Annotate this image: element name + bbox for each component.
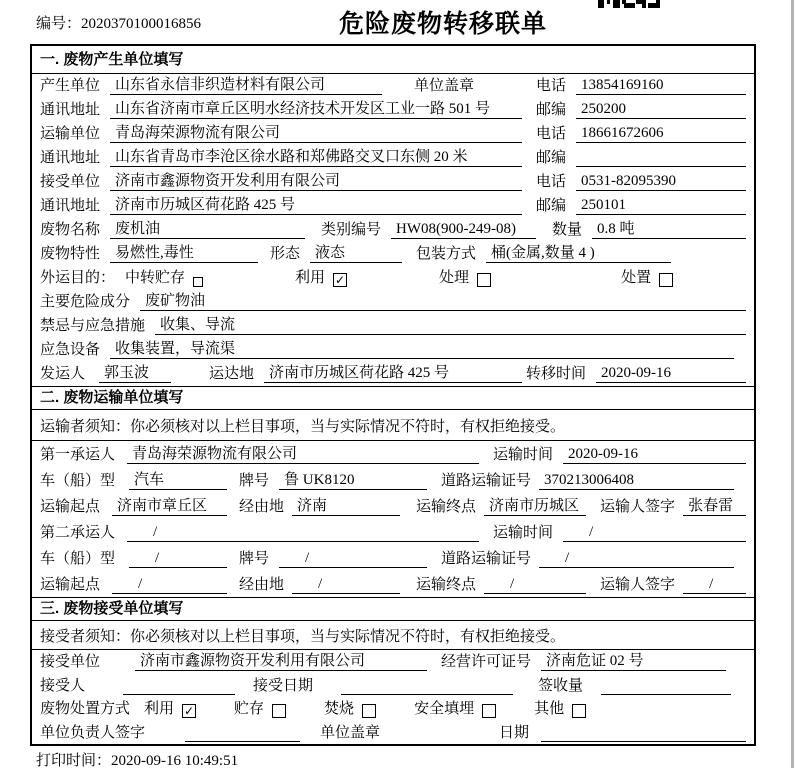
addr2-value: 山东省青岛市李沧区徐水路和郑佛路交叉口东侧 20 米	[110, 145, 522, 167]
print-time-label: 打印时间：	[36, 753, 112, 769]
row-vehicle2	[32, 545, 754, 571]
checkbox-utilize: ✓	[335, 273, 346, 287]
page-title: 危险废物转移联单	[338, 10, 547, 38]
time2-value: /	[563, 524, 746, 542]
checkbox-transfer-storage	[193, 277, 203, 287]
carrier2-value: /	[127, 524, 479, 542]
addr1-label: 通讯地址	[40, 102, 101, 118]
character-label: 废物特性	[40, 246, 101, 262]
row-receiver-address	[32, 194, 754, 218]
receive-unit-label: 接受单位	[40, 654, 101, 670]
row-carrier2	[32, 519, 754, 545]
shipper-label: 发运人	[40, 366, 86, 382]
row-equipment	[32, 338, 754, 362]
row-receive-person	[32, 674, 754, 698]
end2-label: 运输终点	[416, 577, 477, 593]
receiver-notice: 接受者须知：你必须核对以上栏目事项，当与实际情况不符时，有权拒绝接受。	[32, 621, 754, 650]
plate1-label: 牌号	[239, 473, 270, 489]
checkbox-disposal-utilize: ✓	[184, 704, 195, 718]
shipper-value: 郭玉波	[99, 361, 171, 383]
zip2-label: 邮编	[535, 150, 566, 166]
category-value: HW08(900-249-08)	[391, 221, 536, 239]
zip3-value: 250101	[576, 197, 746, 215]
permit-value: 济南危证 02 号	[541, 649, 726, 671]
addr1-value: 山东省济南市章丘区明水经济技术开发区工业一路 501 号	[110, 97, 522, 119]
license1-label: 道路运输证号	[441, 473, 532, 489]
time1-label: 运输时间	[493, 447, 554, 463]
sign2-value: /	[683, 576, 746, 594]
plate2-value: /	[279, 550, 427, 568]
row-vehicle1	[32, 467, 754, 493]
phone2-value: 18661672606	[576, 125, 746, 143]
zip2-value	[576, 166, 746, 167]
via2-label: 经由地	[239, 577, 285, 593]
checkbox-treat	[477, 273, 491, 287]
sign1-label: 运输人签字	[600, 499, 676, 515]
phone2-label: 电话	[535, 126, 566, 142]
checkbox-disposal-incinerate	[362, 704, 376, 718]
unit-seal-label: 单位盖章	[414, 78, 475, 94]
dest-value: 济南市历城区荷花路 425 号	[264, 361, 522, 383]
print-time	[36, 749, 238, 770]
form-value: 液态	[310, 241, 402, 263]
amount-label: 签收量	[538, 678, 584, 694]
row-waste-name	[32, 218, 754, 242]
row-shipper	[32, 362, 754, 386]
row-receiver	[32, 170, 754, 194]
amount-value	[601, 694, 731, 695]
taboo-label: 禁忌与应急措施	[40, 318, 146, 334]
origin1-label: 运输起点	[40, 499, 101, 515]
checkbox-disposal-landfill	[482, 704, 496, 718]
packing-value: 桶(金属,数量 4 )	[486, 241, 671, 263]
transporter-notice: 运输者须知：你必须核对以上栏目事项，当与实际情况不符时，有权拒绝接受。	[32, 410, 754, 441]
waste-name-label: 废物名称	[40, 222, 101, 238]
row-transporter-address	[32, 146, 754, 170]
disposal-opt-incinerate: 焚烧	[324, 701, 355, 717]
row-waste-character	[32, 242, 754, 266]
head-sign-label: 单位负责人签字	[40, 725, 146, 741]
phone1-value: 13854169160	[576, 77, 746, 95]
waste-name-value: 废机油	[110, 217, 305, 239]
receive-person-value	[123, 694, 235, 695]
sign2-label: 运输人签字	[600, 577, 676, 593]
receive-date-value	[341, 694, 513, 695]
origin2-value: /	[112, 576, 227, 594]
vehicle2-label: 车（船）型	[40, 551, 116, 567]
carrier2-label: 第二承运人	[40, 525, 116, 541]
row-producer	[32, 74, 754, 98]
origin2-label: 运输起点	[40, 577, 101, 593]
via1-label: 经由地	[239, 499, 285, 515]
section2-title: 二. 废物运输单位填写	[32, 386, 754, 410]
disposal-opt-landfill: 安全填埋	[414, 701, 475, 717]
head-sign-value	[185, 741, 300, 742]
hazard-label: 主要危险成分	[40, 294, 131, 310]
manifest-form	[30, 44, 756, 746]
receive-unit-value: 济南市鑫源物资开发利用有限公司	[135, 649, 427, 671]
permit-label: 经营许可证号	[441, 654, 532, 670]
purpose-opt-dispose: 处置	[621, 270, 652, 286]
row-route2	[32, 571, 754, 597]
zip1-value: 250200	[576, 101, 746, 119]
producer-value: 山东省永信非织造材料有限公司	[110, 73, 382, 95]
addr3-value: 济南市历城区荷花路 425 号	[110, 193, 522, 215]
transfer-time-value: 2020-09-16	[596, 365, 746, 383]
row-receive-unit	[32, 650, 754, 674]
hazard-value: 废矿物油	[140, 289, 746, 311]
disposal-opt-utilize: 利用	[144, 701, 175, 717]
addr3-label: 通讯地址	[40, 198, 101, 214]
serial-label: 编号：	[36, 16, 82, 32]
purpose-label: 外运目的：	[40, 270, 116, 286]
license2-label: 道路运输证号	[441, 551, 532, 567]
equipment-label: 应急设备	[40, 342, 101, 358]
qty-value: 0.8 吨	[592, 217, 746, 239]
end2-value: /	[484, 576, 586, 594]
row-head-sign	[32, 721, 754, 745]
row-taboo	[32, 314, 754, 338]
transporter-value: 青岛海荣源物流有限公司	[110, 121, 522, 143]
vehicle2-value: /	[129, 550, 227, 568]
phone3-value: 0531-82095390	[576, 173, 746, 191]
receive-date-label: 接受日期	[253, 678, 314, 694]
page-right-edge	[791, 0, 794, 768]
row-carrier1	[32, 441, 754, 467]
transporter-label: 运输单位	[40, 126, 101, 142]
checkbox-disposal-storage	[272, 704, 286, 718]
section3-title: 三. 废物接受单位填写	[32, 597, 754, 621]
vehicle1-value: 汽车	[129, 468, 227, 490]
receive-person-label: 接受人	[40, 678, 86, 694]
row-disposal	[32, 698, 754, 721]
equipment-value: 收集装置，导流渠	[110, 337, 734, 359]
row-purpose	[32, 266, 754, 290]
addr2-label: 通讯地址	[40, 150, 101, 166]
receiver-value: 济南市鑫源物资开发利用有限公司	[110, 169, 522, 191]
qty-label: 数量	[552, 222, 583, 238]
purpose-opt-transfer-storage: 中转贮存	[125, 270, 186, 286]
row-route1	[32, 493, 754, 519]
end1-value: 济南市历城区	[484, 494, 586, 516]
zip1-label: 邮编	[535, 102, 566, 118]
license2-value: /	[539, 550, 734, 568]
producer-label: 产生单位	[40, 78, 101, 94]
via1-value: 济南	[292, 494, 400, 516]
time1-value: 2020-09-16	[563, 446, 746, 464]
disposal-opt-storage: 贮存	[234, 701, 265, 717]
receiver-label: 接受单位	[40, 174, 101, 190]
date2-value	[541, 741, 746, 742]
disposal-label: 废物处置方式	[40, 701, 131, 717]
checkbox-disposal-other	[572, 704, 586, 718]
qr-code-fragment-icon	[598, 0, 660, 9]
print-time-value: 2020-09-16 10:49:51	[111, 753, 239, 769]
character-value: 易燃性,毒性	[110, 241, 258, 263]
carrier1-label: 第一承运人	[40, 447, 116, 463]
section1-title: 一. 废物产生单位填写	[32, 46, 754, 74]
time2-label: 运输时间	[493, 525, 554, 541]
vehicle1-label: 车（船）型	[40, 473, 116, 489]
carrier1-value: 青岛海荣源物流有限公司	[127, 442, 479, 464]
purpose-opt-treat: 处理	[439, 270, 470, 286]
checkbox-dispose	[659, 273, 673, 287]
row-hazard	[32, 290, 754, 314]
via2-value: /	[292, 576, 400, 594]
serial-value: 2020370100016856	[81, 16, 202, 32]
plate2-label: 牌号	[239, 551, 270, 567]
phone1-label: 电话	[535, 78, 566, 94]
sign1-value: 张春雷	[683, 494, 746, 516]
taboo-value: 收集、导流	[155, 313, 746, 335]
transfer-time-label: 转移时间	[525, 366, 586, 382]
license1-value: 370213006408	[539, 472, 734, 490]
form-label: 形态	[270, 246, 301, 262]
category-label: 类别编号	[321, 222, 382, 238]
origin1-value: 济南市章丘区	[112, 494, 227, 516]
dest-label: 运达地	[209, 366, 255, 382]
unit-seal2-label: 单位盖章	[320, 725, 381, 741]
row-transporter	[32, 122, 754, 146]
phone3-label: 电话	[535, 174, 566, 190]
purpose-opt-utilize: 利用	[295, 270, 326, 286]
disposal-opt-other: 其他	[534, 701, 565, 717]
packing-label: 包装方式	[416, 246, 477, 262]
zip3-label: 邮编	[535, 198, 566, 214]
plate1-value: 鲁 UK8120	[279, 468, 427, 490]
date2-label: 日期	[498, 725, 529, 741]
row-producer-address	[32, 98, 754, 122]
end1-label: 运输终点	[416, 499, 477, 515]
